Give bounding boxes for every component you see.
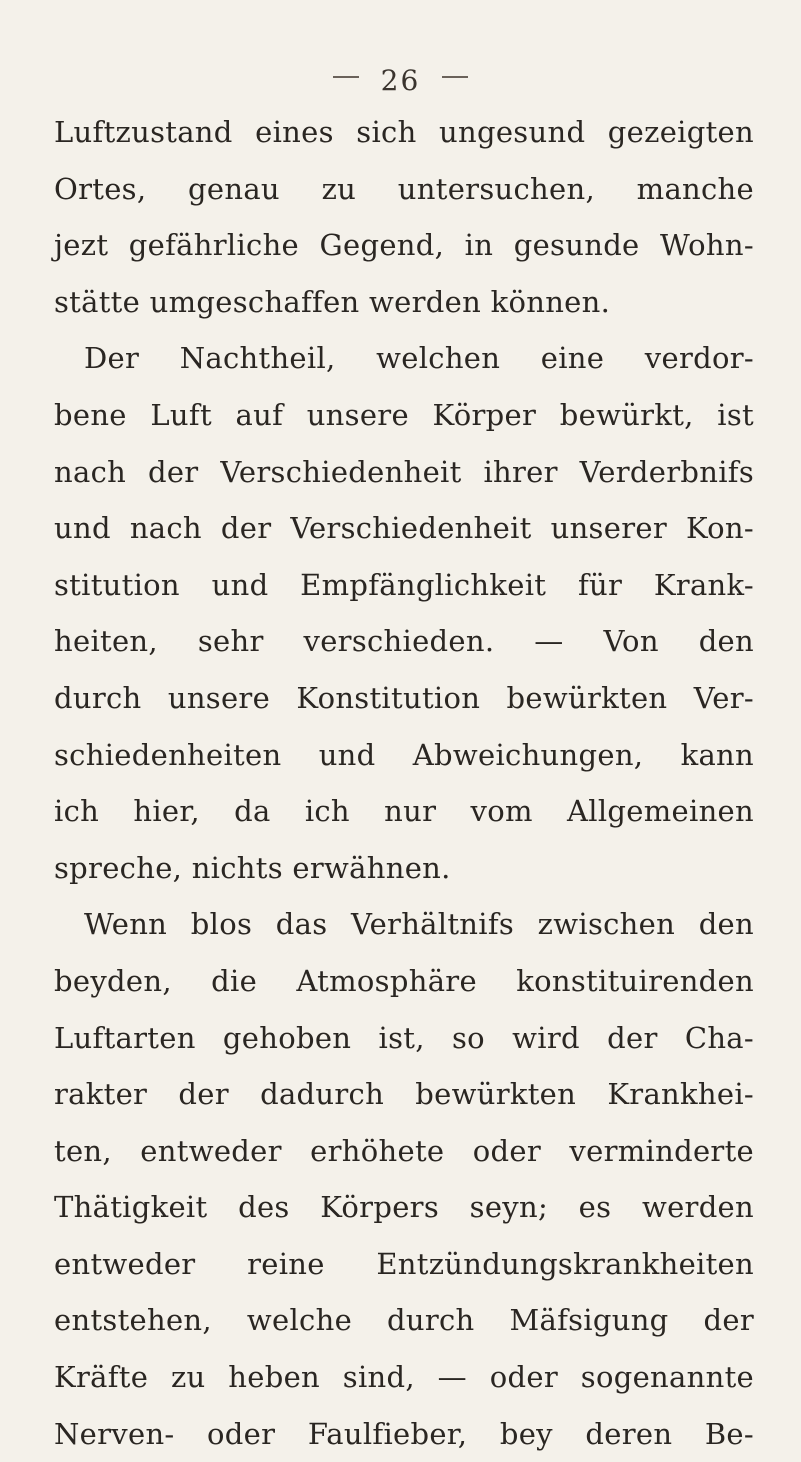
text-line: spreche, nichts erwähnen. xyxy=(54,850,451,885)
text-line: stätte umgeschaffen werden können. xyxy=(54,284,611,319)
text-line: heiten, sehr verschieden. — Von den xyxy=(54,624,754,659)
text-line: schiedenheiten und Abweichungen, kann xyxy=(54,737,754,772)
text-line: rakter der dadurch bewürkten Krankhei- xyxy=(54,1077,754,1112)
text-line: Luftzustand eines sich ungesund gezeigten xyxy=(54,115,754,149)
text-line: ten, entweder erhöhete oder verminderte xyxy=(54,1133,754,1168)
text-line: entstehen, welche durch Mäfsigung der xyxy=(54,1303,754,1338)
header-left-dash xyxy=(333,76,359,78)
body-text xyxy=(54,104,754,1462)
text-line: beyden, die Atmosphäre konstituirenden xyxy=(54,963,754,998)
text-line: und nach der Verschiedenheit unserer Kon- xyxy=(54,511,754,546)
text-line: ich hier, da ich nur vom Allgemeinen xyxy=(54,794,754,829)
text-line: Wenn blos das Verhältnifs zwischen den xyxy=(84,907,754,942)
text-line: Thätigkeit des Körpers seyn; es werden xyxy=(54,1190,754,1225)
text-line: jezt gefährliche Gegend, in gesunde Wohn- xyxy=(54,228,754,263)
text-line: Der Nachtheil, welchen eine verdor- xyxy=(84,341,754,376)
page-header xyxy=(0,64,801,97)
text-line: nach der Verschiedenheit ihrer Verderbnifs xyxy=(54,454,754,489)
text-line: entweder reine Entzündungskrankheiten xyxy=(54,1246,754,1281)
text-line: bene Luft auf unsere Körper bewürkt, ist xyxy=(54,397,754,432)
text-line: Nerven- oder Faulfieber, bey deren Be- xyxy=(54,1416,754,1451)
header-right-dash xyxy=(442,76,468,78)
text-line: Kräfte zu heben sind, — oder sogenannte xyxy=(54,1360,754,1395)
text-line: stitution und Empfänglichkeit für Krank- xyxy=(54,567,754,602)
text-line: Luftarten gehoben ist, so wird der Cha- xyxy=(54,1020,754,1055)
page-number: 26 xyxy=(380,64,421,97)
text-line: durch unsere Konstitution bewürkten Ver- xyxy=(54,680,754,715)
text-line: Ortes, genau zu untersuchen, manche xyxy=(54,171,754,206)
